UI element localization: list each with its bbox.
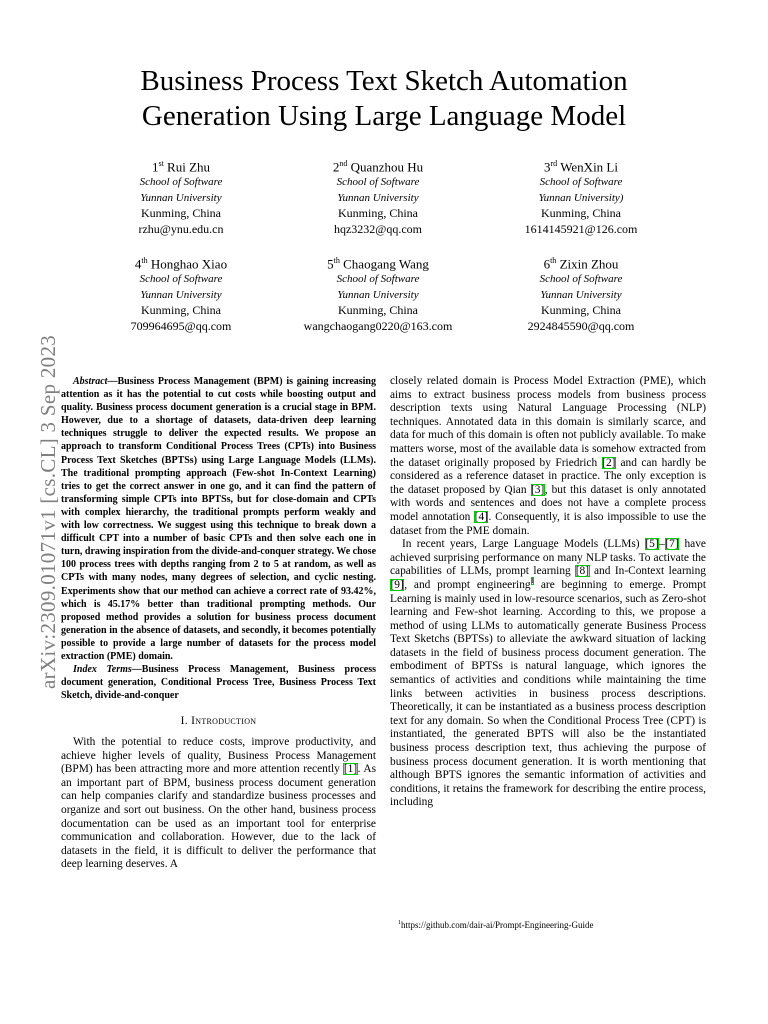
author-institution: Yunnan University — [540, 288, 622, 301]
footnote-marker[interactable]: 1 — [530, 577, 535, 586]
author-number: 2 — [332, 159, 340, 175]
author-name: WenXin Li — [560, 159, 618, 175]
citation-link[interactable]: [9] — [390, 578, 404, 591]
intro-text: With the potential to reduce costs, improve productivity, and achieve higher levels of quality, Business Process Management (BPM) has been attracting more and more attention recently — [61, 735, 376, 776]
body-text: have achieved surprising performance on many NLP tasks. To activate the capabilities of LLMs, prompt learning — [390, 538, 706, 578]
author-institution: Yunnan University — [337, 288, 419, 301]
footnote — [398, 918, 594, 931]
author-ordinal: nd — [339, 159, 348, 168]
author-ordinal: th — [333, 256, 340, 265]
body-text: and can hardly be considered as a reference dataset in practice. The only exception is the dataset proposed by Qian — [390, 456, 706, 496]
author-email[interactable]: 709964695@qq.com — [130, 318, 232, 333]
paper-title-line-2: Generation Using Large Language Model — [141, 100, 627, 132]
citation-link[interactable]: [3] — [531, 483, 545, 496]
section-heading — [61, 715, 376, 729]
author-institution: Yunnan University) — [538, 191, 624, 204]
author-institution: Yunnan University — [140, 191, 222, 204]
author-name: Chaogang Wang — [343, 256, 429, 272]
body-text: are beginning to emerge. Prompt Learning is mainly used in low-resource scenarios, such as Zero-shot learning and Few-shot learning. According to this, we propose a method of using LLMs to automatically generate Business Process Text Sketchs (BPTSs) to alleviate the awkward situation of lacking datasets in the field of business process document generation. The embodiment of BPTSs is natural language, which ignores the semantics of activities and conditions while maintaining the time links between activities in business process descriptions. Theoretically, it can be instantiated as a business process description text for any domain. So when the Conditional Process Tree (CPT) is instantiated, the generated BPTS will also be the instantiated business process description text, thus achieving the purpose of business process document generation. It is worth mentioning that although BPTS ignores the semantic information of activities and conditions, it retains the framework for describing the entire process, including — [390, 578, 706, 809]
author-ordinal: rd — [550, 159, 558, 168]
citation-dash: – — [659, 538, 665, 551]
author-email[interactable]: 1614145921@126.com — [524, 221, 638, 236]
author-email[interactable]: wangchaogang0220@163.com — [303, 318, 453, 333]
author-email[interactable]: hqz3232@qq.com — [333, 221, 423, 236]
author-name: Zixin Zhou — [559, 256, 619, 272]
author-block-4 — [81, 252, 281, 334]
author-block-1 — [81, 155, 281, 237]
abstract — [61, 375, 376, 663]
author-number: 1 — [151, 159, 159, 175]
author-location: Kunming, China — [338, 206, 418, 221]
author-location: Kunming, China — [541, 303, 621, 318]
author-name: Rui Zhu — [167, 159, 211, 175]
index-terms-label: Index Terms — [73, 664, 132, 676]
body-paragraph — [390, 375, 706, 538]
author-number: 5 — [327, 256, 334, 272]
author-department: School of Software — [539, 176, 623, 189]
intro-text: . As an important part of BPM, business process document generation can help companies clarify and standardize business processes and organize and sort out business. On the other hand, business process documentation can be used as an important tool for enterprise communication and collaboration. However, due to the lack of datasets in the field, it is difficult to deliver the performance that deep learning deserves. A — [61, 763, 377, 871]
author-block-5 — [278, 252, 478, 334]
body-text: and In-Context learning — [589, 565, 706, 578]
author-block-2 — [278, 155, 478, 237]
citation-link[interactable]: [2] — [602, 456, 616, 469]
author-institution: Yunnan University — [337, 191, 419, 204]
body-paragraph — [390, 538, 706, 810]
author-location: Kunming, China — [541, 206, 621, 221]
citation-link[interactable]: [1] — [343, 763, 358, 776]
intro-paragraph — [61, 736, 376, 872]
section-number: I. — [180, 715, 188, 728]
right-column — [390, 375, 706, 810]
author-number: 4 — [134, 256, 142, 272]
body-text: , and prompt engineering — [404, 578, 531, 591]
author-ordinal: st — [158, 159, 164, 168]
author-block-3 — [481, 155, 681, 237]
body-text: , but this dataset is only annotated with words and sentences and does not have a complete process model annotation — [390, 483, 706, 523]
author-location: Kunming, China — [141, 206, 221, 221]
author-name: Honghao Xiao — [150, 256, 228, 272]
author-location: Kunming, China — [338, 303, 418, 318]
author-name: Quanzhou Hu — [350, 159, 424, 175]
author-ordinal: th — [550, 256, 557, 265]
author-block-6 — [481, 252, 681, 334]
footnote-number: 1 — [398, 920, 401, 926]
footnote-url[interactable]: https://github.com/dair-ai/Prompt-Engineering-Guide — [401, 920, 594, 930]
author-department: School of Software — [336, 176, 420, 189]
abstract-label: Abstract — [73, 376, 108, 387]
abstract-body: —Business Process Management (BPM) is gaining increasing attention as it has the potential to cut costs while boosting output and quality. Business process document generation is a crucial stage in BPM. However, due to a shortage of datasets, data-driven deep learning techniques struggle to deliver the expected results. We propose an approach to transform Conditional Process Trees (CPTs) into Business Process Text Sketches (BPTSs) using Large Language Models (LLMs). The traditional prompting approach (Few-shot In-Context Learning) tries to get the correct answer in one go, and it can find the pattern of transforming simple CPTs into BPTSs, but for close-domain and CPTs with complex hierarchy, the traditional prompts perform weakly and with low correctness. We suggest using this technique to break down a difficult CPT into a number of basic CPTs and then solve each one in turn, drawing inspiration from the divide-and-conquer strategy. We chose 100 process trees with depths ranging from 2 to 5 at random, as well as CPTs with many nodes, many degrees of selection, and cyclic nesting. Experiments show that our method can achieve a correct rate of 93.42%, which is 45.17% better than traditional prompting methods. Our proposed method provides a solution for business process document generation in the absence of datasets, and secondly, it becomes potentially possible to provide a large number of datasets for the process model extraction (PME) domain. — [61, 376, 377, 662]
author-email[interactable]: 2924845590@qq.com — [527, 318, 635, 333]
author-department: School of Software — [539, 273, 623, 286]
citation-link[interactable]: [8] — [575, 565, 589, 578]
body-text: In recent years, Large Language Models (LLMs) — [402, 538, 645, 551]
author-email[interactable]: rzhu@ynu.edu.cn — [138, 221, 224, 236]
author-department: School of Software — [139, 176, 223, 189]
author-institution: Yunnan University — [140, 288, 222, 301]
author-ordinal: th — [141, 256, 148, 265]
author-number: 6 — [543, 256, 551, 272]
author-number: 3 — [544, 159, 551, 175]
citation-link[interactable]: [4] — [474, 510, 488, 523]
author-department: School of Software — [139, 273, 223, 286]
body-text: . Consequently, it is also impossible to use the dataset from the PME domain. — [390, 510, 707, 537]
author-location: Kunming, China — [141, 303, 221, 318]
arxiv-identifier: arXiv:2309.01071v1 [cs.CL] 3 Sep 2023 — [36, 334, 60, 689]
paper-title — [80, 64, 688, 134]
index-terms-body: —Business Process Management, Business process document generation, Conditional Process Tree, Business Process Text Sketch, divide-and-conquer — [61, 664, 376, 702]
body-text: closely related domain is Process Model Extraction (PME), which aims to extract business process models from business process description texts using Natural Language Processing (NLP) techniques. Annotated data in this domain is similarly scarce, and data for much of this domain is often not publicly available. To make matters worse, most of the available data is somehow extracted from the dataset originally proposed by Friedrich — [390, 375, 706, 469]
section-title: Introduction — [191, 715, 257, 728]
left-column — [61, 375, 376, 872]
citation-link[interactable]: [7] — [665, 538, 679, 551]
index-terms — [61, 663, 376, 702]
citation-link[interactable]: [5] — [645, 538, 659, 551]
author-department: School of Software — [336, 273, 420, 286]
paper-title-line-1: Business Process Text Sketch Automation — [140, 65, 628, 97]
